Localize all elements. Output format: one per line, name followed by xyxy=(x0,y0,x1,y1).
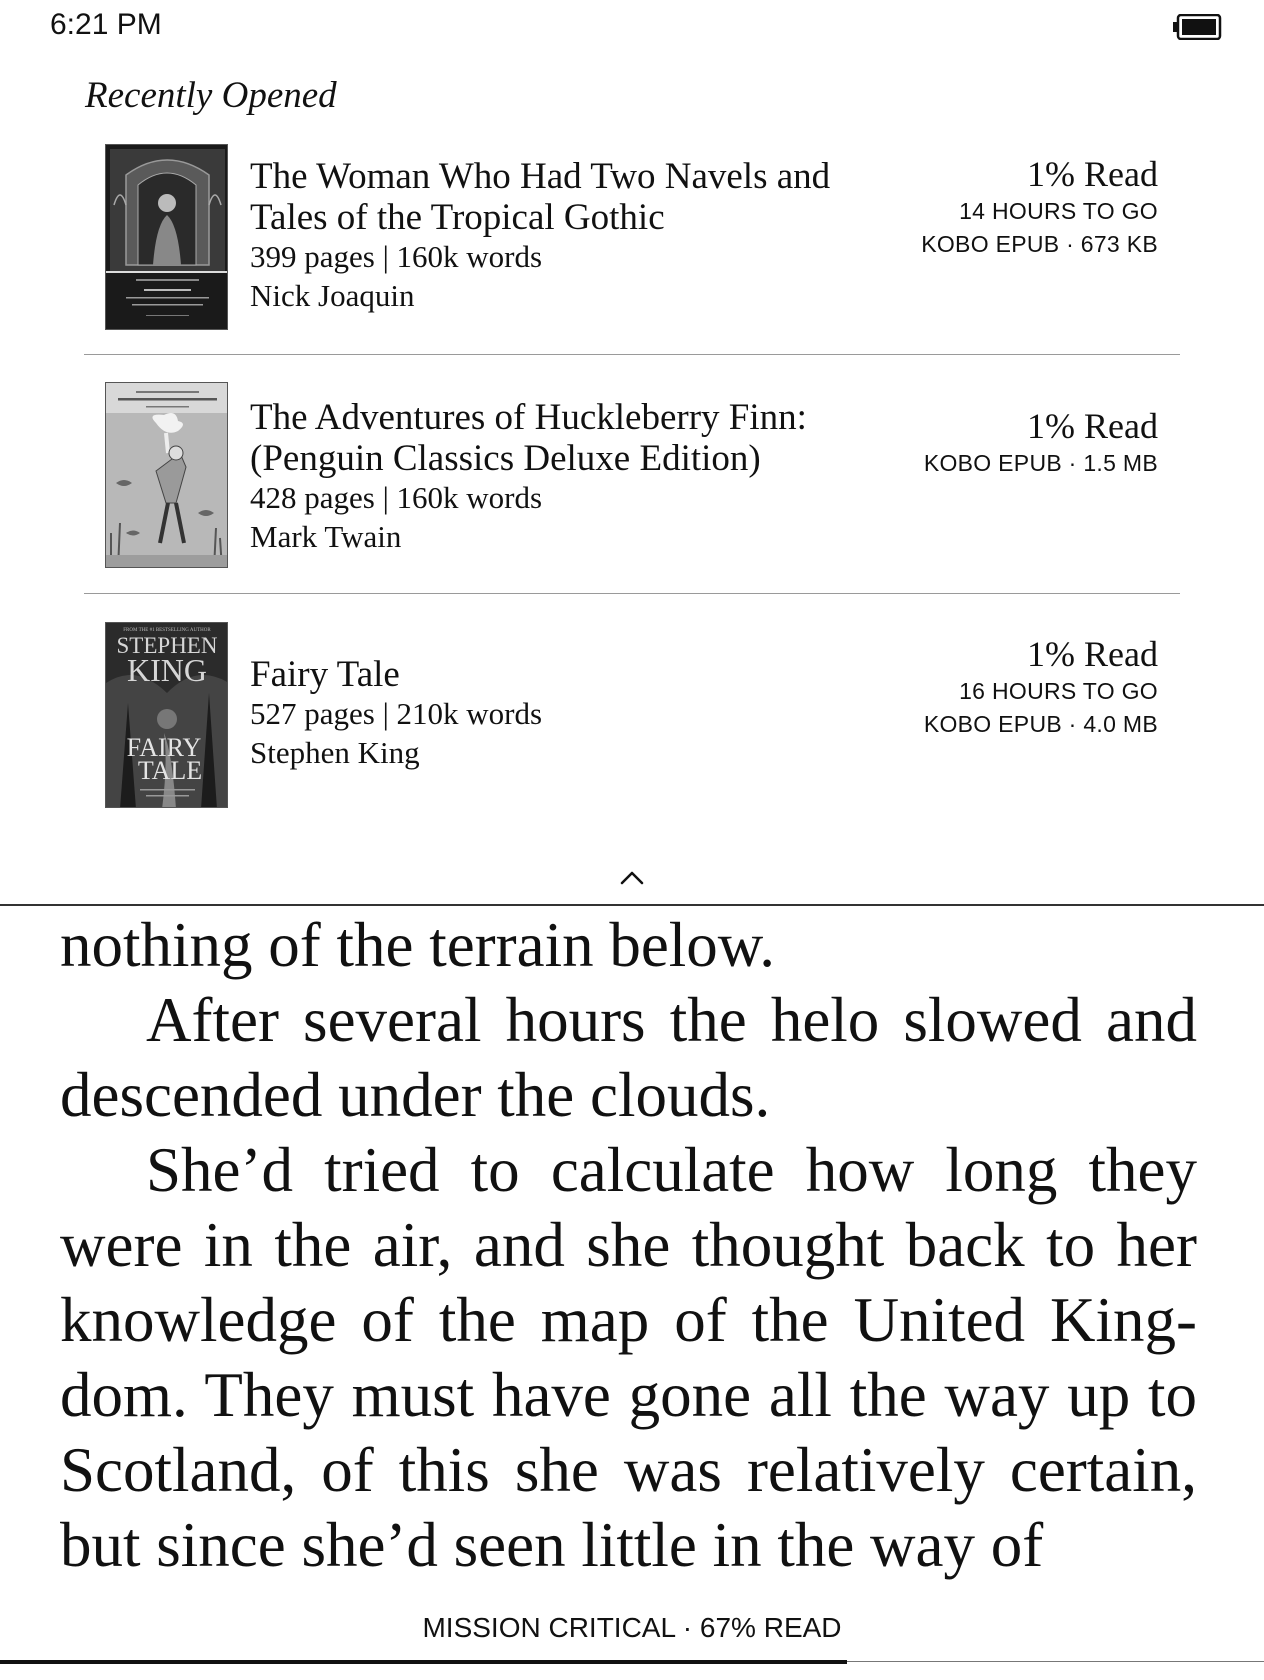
book-progress-label: MISSION CRITICAL · 67% READ xyxy=(422,1612,842,1643)
recently-opened-heading: Recently Opened xyxy=(85,75,337,116)
book-item-woman-two-navels[interactable] xyxy=(84,140,1180,355)
book-author: Stephen King xyxy=(250,735,420,770)
book-info xyxy=(250,654,890,773)
book-meta: 428 pages | 160k words xyxy=(250,480,543,515)
cover-title-line1: FAIRY xyxy=(126,733,202,762)
reader-divider xyxy=(0,904,1264,906)
book-cover[interactable] xyxy=(105,622,228,808)
book-title: Fairy Tale xyxy=(250,654,400,695)
progress-fill xyxy=(0,1660,847,1664)
book-title: The Woman Who Had Two Navels and xyxy=(250,156,831,197)
book-meta: 527 pages | 210k words xyxy=(250,696,543,731)
status-time: 6:21 PM xyxy=(50,8,162,41)
book-author: Nick Joaquin xyxy=(250,278,415,313)
reading-paragraph: She’d tried to calculate how long they were in the air, and she thought back to her knowledge of the map of the United King-dom. They must have gone all the way up to Scotland, of this she was relatively certain, but since she’d seen little in the way of xyxy=(60,1135,1197,1580)
book-cover[interactable] xyxy=(105,144,228,330)
time-remaining: 14 HOURS TO GO xyxy=(959,198,1158,224)
cover-top-text: FROM THE #1 BESTSELLING AUTHOR xyxy=(123,628,211,633)
book-meta: 399 pages | 160k words xyxy=(250,239,543,274)
book-stats xyxy=(924,633,1158,741)
file-format-size: KOBO EPUB · 673 KB xyxy=(921,231,1158,257)
cover-title-line2: TALE xyxy=(137,756,203,785)
chevron-up-icon[interactable] xyxy=(617,866,647,888)
book-author: Mark Twain xyxy=(250,519,402,554)
book-stats xyxy=(924,405,1158,480)
book-item-huckleberry-finn[interactable] xyxy=(84,354,1180,594)
file-format-size: KOBO EPUB · 1.5 MB xyxy=(923,450,1158,476)
file-format-size: KOBO EPUB · 4.0 MB xyxy=(923,711,1158,737)
battery-full-icon xyxy=(1172,14,1222,40)
book-info xyxy=(250,156,890,316)
book-item-fairy-tale[interactable] xyxy=(84,594,1180,824)
reading-progress-bar xyxy=(0,1660,1264,1664)
book-title: The Adventures of Huckleberry Finn: xyxy=(250,397,807,438)
read-percent: 1% Read xyxy=(1027,154,1158,194)
cover-author-line2: KING xyxy=(127,652,207,688)
book-info xyxy=(250,397,890,557)
read-percent: 1% Read xyxy=(1027,406,1158,446)
read-percent: 1% Read xyxy=(1027,634,1158,674)
book-cover[interactable] xyxy=(105,382,228,568)
time-remaining: 16 HOURS TO GO xyxy=(959,678,1158,704)
reading-paragraph: nothing of the terrain below. xyxy=(60,910,775,980)
book-stats xyxy=(921,153,1158,261)
reading-text[interactable] xyxy=(60,908,1197,1583)
reading-paragraph: After several hours the helo slowed and descended under the clouds. xyxy=(60,985,1197,1130)
book-title: Tales of the Tropical Gothic xyxy=(250,197,665,238)
book-title: (Penguin Classics Deluxe Edition) xyxy=(250,438,761,479)
cover-author-line1: STEPHEN xyxy=(116,633,218,658)
